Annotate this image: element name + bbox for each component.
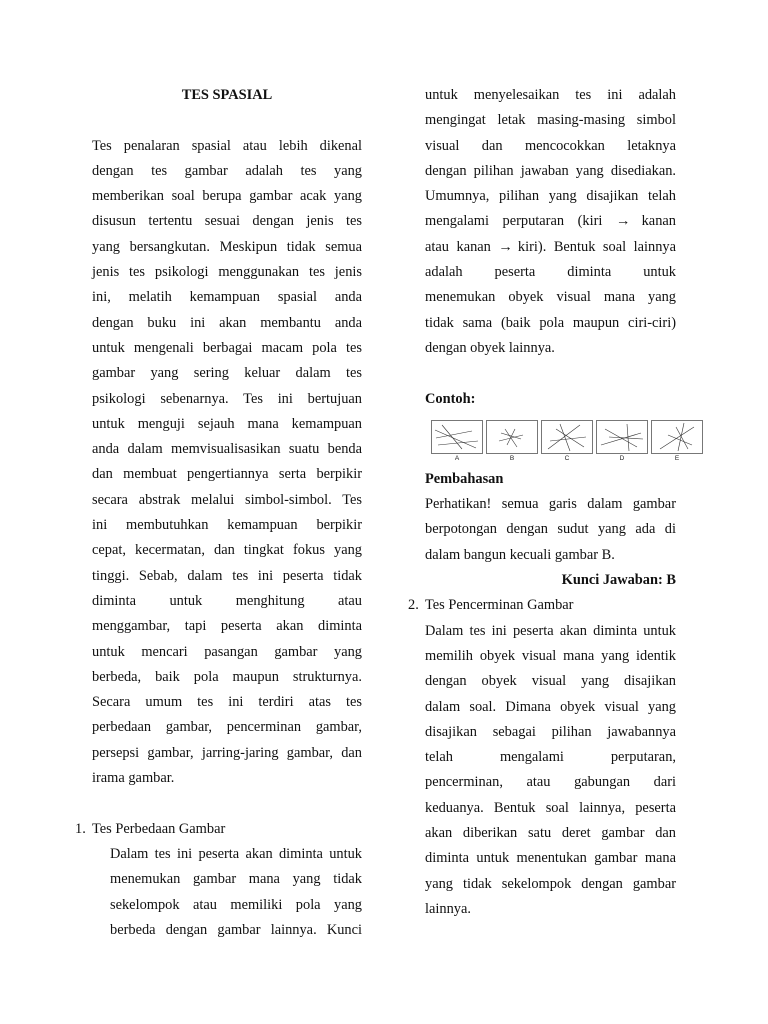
figure-option-a — [431, 420, 483, 463]
text-line: memberikan soal berupa gambar acak yang — [92, 188, 362, 205]
text-line: untuk mengenali berbagai macam pola tes — [92, 339, 362, 356]
text-line: yang tidak sekelompok dengan gambar — [425, 875, 676, 892]
text-line: pencerminan, atau gabungan dari — [425, 774, 676, 791]
text-line: lainnya. — [425, 900, 471, 917]
right-column — [408, 83, 680, 922]
text-line: untuk menyelesaikan tes ini adalah — [425, 87, 676, 103]
text-line: untuk mencari pasangan gambar yang — [92, 643, 362, 660]
text-line: Perhatikan! semua garis dalam gambar — [425, 496, 676, 513]
text-line: disusun tertentu sesuai dengan jenis tes — [92, 213, 362, 230]
text-line: berbeda dengan gambar lainnya. Kunci — [110, 921, 362, 938]
list-item-1 — [75, 817, 362, 842]
figure-a-drawing — [431, 420, 483, 454]
figure-b-drawing — [486, 420, 538, 454]
text-line: Dalam tes ini peserta akan diminta untuk — [425, 622, 676, 639]
page-title: TES SPASIAL — [181, 87, 273, 103]
example-figures — [431, 420, 680, 463]
figure-label: E — [674, 454, 680, 462]
item-title: Tes Pencerminan Gambar — [425, 597, 574, 614]
figure-option-c — [541, 420, 593, 463]
item-title: Tes Perbedaan Gambar — [92, 820, 226, 837]
arrow-right-icon: → — [616, 213, 631, 230]
text-fragment: atau kanan — [425, 238, 491, 255]
list-number: 1. — [75, 820, 86, 837]
list-item-2 — [408, 593, 676, 618]
text-line: yang bersangkutan. Meskipun tidak semua — [92, 238, 362, 255]
text-line: irama gambar. — [92, 770, 175, 787]
text-line: cepat, kecermatan, dan tingkat fokus yang — [92, 542, 362, 559]
text-line: diminta untuk menghitung atau — [92, 592, 362, 609]
answer-key: Kunci Jawaban: B — [561, 572, 676, 589]
text-line: akan diberikan satu deret gambar dan — [425, 825, 676, 842]
text-line: persepsi gambar, jarring-jaring gambar, dan — [92, 744, 362, 761]
text-line: dalam soal. Dimana obyek visual yang — [425, 698, 676, 715]
text-line: jenis tes psikologi menggunakan tes jenis — [92, 264, 362, 281]
text-line: tinggi. Sebab, dalam tes ini peserta tidak — [92, 567, 362, 584]
figure-option-e — [651, 420, 703, 463]
figure-option-b — [486, 420, 538, 463]
figure-label: D — [619, 454, 625, 462]
text-line: mengingat letak masing-masing simbol — [425, 112, 676, 129]
text-line: perbedaan gambar, pencerminan gambar, — [92, 719, 362, 736]
text-line — [425, 209, 676, 234]
text-line: untuk menguji sejauh mana kemampuan — [92, 415, 362, 432]
text-line: dengan tes gambar adalah tes yang — [92, 162, 362, 179]
list-number: 2. — [408, 597, 419, 614]
text-line: dengan pilihan jawaban yang disediakan. — [425, 162, 676, 179]
discussion-paragraph — [425, 492, 676, 568]
text-line: dengan obyek visual yang disajikan — [425, 673, 676, 690]
text-line: menemukan gambar mana yang tidak — [110, 871, 362, 888]
text-line: anda dalam memvisualisasikan suatu benda — [92, 441, 362, 458]
text-line: Umumnya, pilihan yang disajikan telah — [425, 188, 676, 205]
text-fragment: kiri). Bentuk soal lainnya — [517, 238, 676, 255]
text-fragment: mengalami perputaran (kiri — [425, 213, 603, 230]
text-line: secara abstrak melalui simbol-simbol. Tes — [92, 491, 362, 508]
text-line: Tes penalaran spasial atau lebih dikenal — [92, 137, 362, 154]
left-column — [75, 83, 362, 943]
text-line: diminta untuk menentukan gambar mana — [425, 850, 676, 867]
text-line: disajikan sebagai pilihan jawabannya — [425, 723, 676, 740]
continuation-paragraph — [425, 83, 676, 361]
text-line: memilih obyek visual mana yang identik — [425, 647, 676, 664]
text-line: dengan buku ini akan membantu anda — [92, 314, 362, 331]
intro-paragraph — [92, 134, 362, 792]
item-2-paragraph — [425, 619, 676, 923]
discussion-heading: Pembahasan — [425, 470, 504, 487]
text-line: visual dan mencocokkan letaknya — [425, 137, 676, 154]
text-line: menemukan obyek visual mana yang — [425, 289, 676, 306]
figure-label: A — [454, 454, 460, 462]
text-line: tidak sama (baik pola maupun ciri-ciri) — [425, 314, 676, 331]
text-line: sekelompok atau memiliki pola yang — [110, 896, 362, 913]
text-line — [425, 235, 676, 260]
example-heading: Contoh: — [425, 390, 476, 407]
figure-label: C — [564, 454, 570, 462]
text-line: dengan obyek lainnya. — [425, 339, 555, 356]
text-fragment: kanan — [641, 213, 676, 230]
text-line: ini, melatih kemampuan spasial anda — [92, 289, 362, 306]
text-line: berbeda, baik pola maupun strukturnya. — [92, 668, 362, 685]
figure-d-drawing — [596, 420, 648, 454]
text-line: dalam bangun kecuali gambar B. — [425, 546, 615, 563]
text-line: Secara umum tes ini terdiri atas tes — [92, 694, 362, 711]
figure-label: B — [509, 454, 515, 462]
text-line: gambar yang sering keluar dalam tes — [92, 365, 362, 382]
text-line: adalah peserta diminta untuk — [425, 264, 676, 281]
text-line: berpotongan dengan sudut yang ada di — [425, 521, 676, 538]
text-line: ini membutuhkan kemampuan berpikir — [92, 517, 362, 534]
arrow-right-icon: → — [498, 238, 513, 255]
figure-e-drawing — [651, 420, 703, 454]
text-line: menggambar, tapi peserta akan diminta — [92, 618, 362, 635]
text-line: psikologi sebenarnya. Tes ini bertujuan — [92, 390, 362, 407]
text-line: telah mengalami perputaran, — [425, 749, 676, 766]
text-line: Dalam tes ini peserta akan diminta untuk — [110, 845, 362, 862]
figure-option-d — [596, 420, 648, 463]
text-line: keduanya. Bentuk soal lainnya, peserta — [425, 799, 676, 816]
figure-c-drawing — [541, 420, 593, 454]
item-1-paragraph — [92, 842, 362, 943]
text-line: dan membuat pengertiannya serta berpikir — [92, 466, 362, 483]
